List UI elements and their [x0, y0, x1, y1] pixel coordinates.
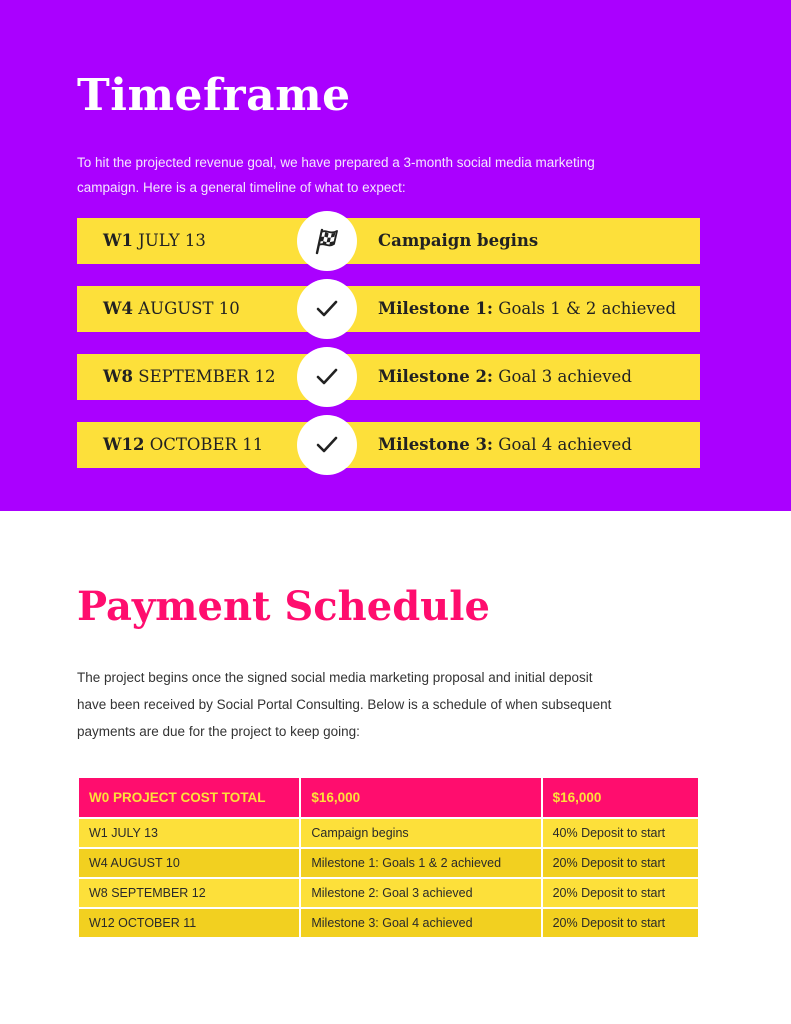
timeline-event: Milestone 3: Goal 4 achieved: [378, 435, 632, 454]
table-cell: Milestone 1: Goals 1 & 2 achieved: [300, 848, 541, 878]
timeframe-title: Timeframe: [77, 70, 351, 121]
table-cell: W8 SEPTEMBER 12: [78, 878, 300, 908]
table-header-cell: $16,000: [542, 777, 699, 818]
timeframe-intro: To hit the projected revenue goal, we have prepared a 3-month social media marketing campaign. Here is a general timeline of what to expect:: [77, 155, 595, 195]
timeline-date: W12 OCTOBER 11: [103, 435, 264, 454]
checkmark-icon: [297, 279, 357, 339]
table-cell: 20% Deposit to start: [542, 878, 699, 908]
checkered-flag-icon: [297, 211, 357, 271]
table-cell: Milestone 2: Goal 3 achieved: [300, 878, 541, 908]
payment-schedule-intro: The project begins once the signed social media marketing proposal and initial deposit have been received by Social Portal Consulting. Below is a schedule of when subsequent payments are due for the project to keep going:: [77, 670, 612, 739]
table-cell: Milestone 3: Goal 4 achieved: [300, 908, 541, 938]
table-row: [78, 908, 699, 938]
table-cell: 20% Deposit to start: [542, 848, 699, 878]
payment-schedule-title: Payment Schedule: [77, 583, 490, 630]
table-row: [78, 818, 699, 848]
table-cell: 20% Deposit to start: [542, 908, 699, 938]
timeline-date: W4 AUGUST 10: [103, 299, 240, 318]
table-cell: 40% Deposit to start: [542, 818, 699, 848]
timeline-row: [77, 422, 700, 468]
timeline-event: Milestone 2: Goal 3 achieved: [378, 367, 632, 386]
timeline-date: W8 SEPTEMBER 12: [103, 367, 276, 386]
table-cell: Campaign begins: [300, 818, 541, 848]
table-row: [78, 878, 699, 908]
payment-schedule-table: [77, 776, 700, 939]
table-header-row: [78, 777, 699, 818]
table-header-cell: $16,000: [300, 777, 541, 818]
table-cell: W12 OCTOBER 11: [78, 908, 300, 938]
timeline-event: Milestone 1: Goals 1 & 2 achieved: [378, 299, 677, 318]
table-cell: W1 JULY 13: [78, 818, 300, 848]
checkmark-icon: [297, 415, 357, 475]
timeline-date: W1 JULY 13: [103, 231, 206, 250]
table-cell: W4 AUGUST 10: [78, 848, 300, 878]
timeline-row: [77, 354, 700, 400]
timeline-event: Campaign begins: [378, 231, 539, 250]
timeline-row: [77, 218, 700, 264]
checkmark-icon: [297, 347, 357, 407]
timeline-row: [77, 286, 700, 332]
table-row: [78, 848, 699, 878]
table-header-cell: W0 PROJECT COST TOTAL: [78, 777, 300, 818]
